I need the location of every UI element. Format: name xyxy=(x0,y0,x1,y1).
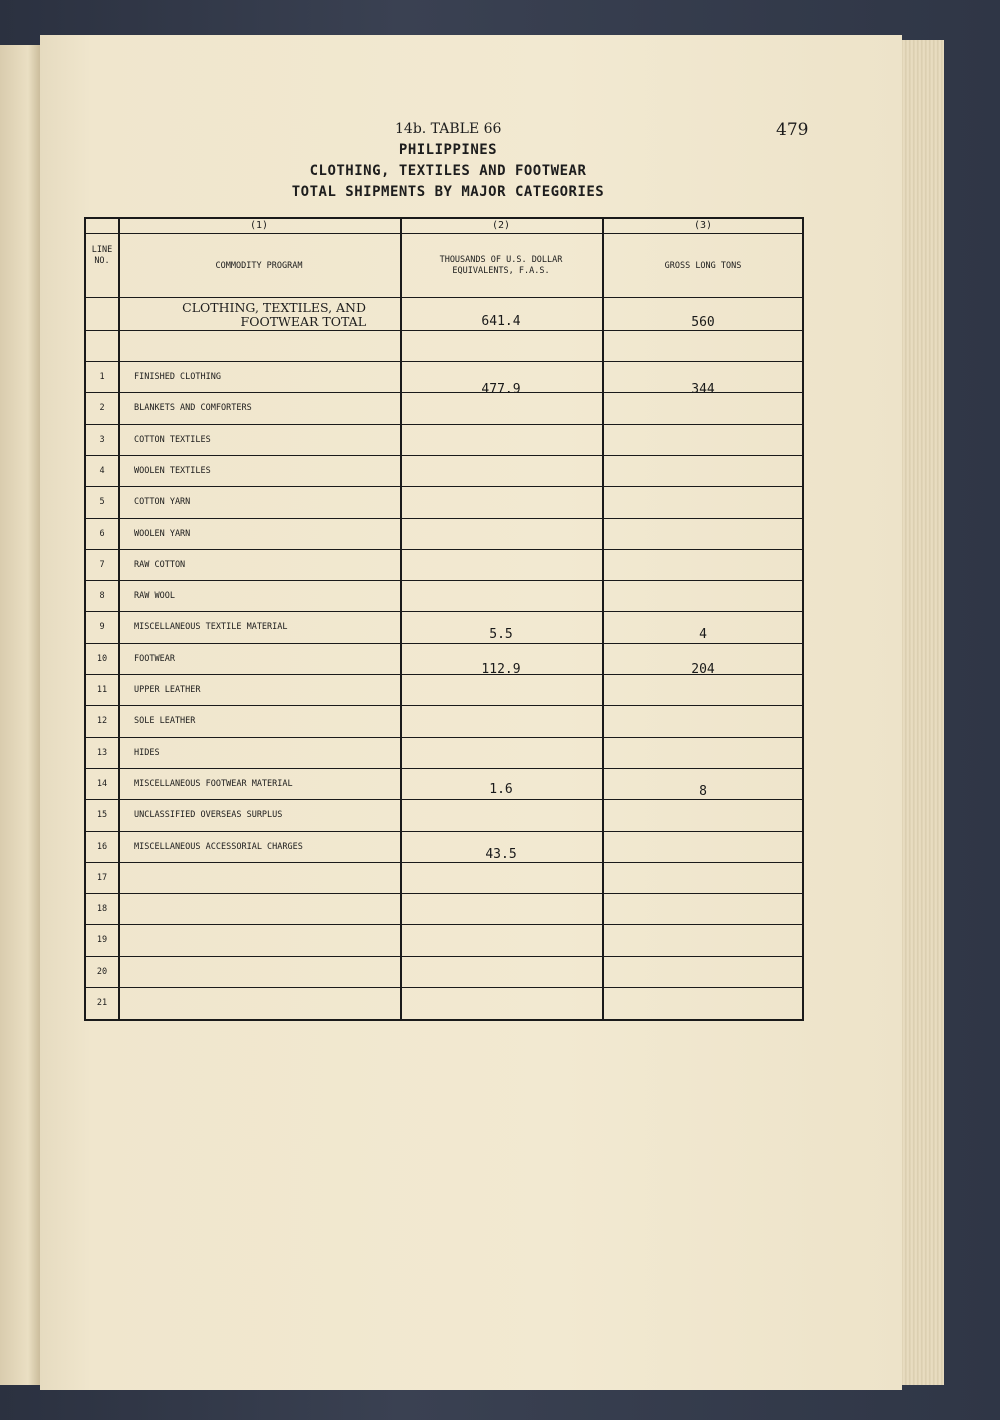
left-page-edge xyxy=(0,45,40,1385)
value-finished-clothing-dollars: 477.9 xyxy=(481,382,521,397)
divider xyxy=(118,219,120,1019)
divider xyxy=(86,361,802,362)
line-number: 20 xyxy=(96,966,108,977)
divider xyxy=(86,799,802,800)
total-label: CLOTHING, TEXTILES, AND FOOTWEAR TOTAL xyxy=(182,300,366,329)
divider xyxy=(86,297,802,298)
title-subtitle: TOTAL SHIPMENTS BY MAJOR CATEGORIES xyxy=(291,184,605,200)
header-tons: GROSS LONG TONS xyxy=(664,261,742,271)
commodity-label: WOOLEN YARN xyxy=(134,528,191,539)
divider xyxy=(86,987,802,988)
line-number: 8 xyxy=(99,591,105,602)
shipments-table xyxy=(84,217,804,1021)
page-stack-edges xyxy=(902,40,944,1385)
total-tons: 560 xyxy=(691,315,715,330)
divider xyxy=(86,549,802,550)
divider xyxy=(86,486,802,487)
line-number: 6 xyxy=(99,528,105,539)
divider xyxy=(86,893,802,894)
line-number: 11 xyxy=(96,685,108,695)
divider xyxy=(86,424,802,425)
table-number: 14b. TABLE 66 xyxy=(395,121,502,137)
page-number: 479 xyxy=(776,120,809,140)
header-commodity: COMMODITY PROGRAM xyxy=(215,261,303,271)
divider xyxy=(86,643,802,644)
divider xyxy=(86,924,802,925)
line-number: 13 xyxy=(96,747,108,758)
divider xyxy=(86,233,802,234)
commodity-label: COTTON YARN xyxy=(134,497,191,508)
title-country: PHILIPPINES xyxy=(398,142,498,158)
divider xyxy=(400,219,402,1019)
commodity-label: HIDES xyxy=(134,747,160,758)
line-number: 19 xyxy=(96,935,108,946)
commodity-label: BLANKETS AND COMFORTERS xyxy=(134,403,252,414)
line-number: 18 xyxy=(96,904,108,915)
header-line-no: LINE NO. xyxy=(91,245,113,266)
commodity-label: WOOLEN TEXTILES xyxy=(134,465,211,476)
line-number: 10 xyxy=(96,653,108,664)
value-footwear-dollars: 112.9 xyxy=(481,662,521,677)
line-number: 9 xyxy=(99,622,105,633)
commodity-label: MISCELLANEOUS FOOTWEAR MATERIAL xyxy=(134,778,293,789)
line-number: 3 xyxy=(99,434,105,445)
commodity-label: FOOTWEAR xyxy=(134,653,175,664)
divider xyxy=(86,705,802,706)
value-finished-clothing-tons: 344 xyxy=(691,382,715,397)
value-misc-textile-tons: 4 xyxy=(699,627,707,642)
commodity-label: RAW WOOL xyxy=(134,591,175,602)
column-number: (2) xyxy=(491,220,511,231)
line-number: 17 xyxy=(96,872,108,883)
line-number: 14 xyxy=(96,778,108,789)
line-number: 1 xyxy=(99,372,105,382)
line-number: 21 xyxy=(96,998,108,1008)
line-number: 12 xyxy=(96,716,108,727)
divider xyxy=(86,518,802,519)
divider xyxy=(602,219,604,1019)
commodity-label: COTTON TEXTILES xyxy=(134,434,211,445)
commodity-label: RAW COTTON xyxy=(134,559,186,570)
title-category: CLOTHING, TEXTILES AND FOOTWEAR xyxy=(309,163,587,179)
value-misc-accessorial-dollars: 43.5 xyxy=(485,847,517,862)
commodity-label: SOLE LEATHER xyxy=(134,716,196,727)
commodity-label: MISCELLANEOUS TEXTILE MATERIAL xyxy=(134,622,288,633)
column-number: (3) xyxy=(693,220,713,231)
line-number: 4 xyxy=(99,465,105,476)
header-dollars: THOUSANDS OF U.S. DOLLAR EQUIVALENTS, F.A.S. xyxy=(439,255,563,276)
total-dollars: 641.4 xyxy=(481,314,521,329)
value-misc-textile-dollars: 5.5 xyxy=(489,627,513,642)
line-number: 7 xyxy=(99,559,105,570)
line-number: 16 xyxy=(96,841,108,852)
divider xyxy=(86,330,802,331)
value-misc-footwear-dollars: 1.6 xyxy=(489,782,513,797)
line-number: 2 xyxy=(99,403,105,414)
divider xyxy=(86,768,802,769)
divider xyxy=(86,611,802,612)
line-number: 5 xyxy=(99,497,105,508)
commodity-label: UPPER LEATHER xyxy=(134,685,201,695)
divider xyxy=(86,831,802,832)
commodity-label: FINISHED CLOTHING xyxy=(134,372,221,382)
commodity-label: MISCELLANEOUS ACCESSORIAL CHARGES xyxy=(134,841,303,852)
divider xyxy=(86,956,802,957)
value-footwear-tons: 204 xyxy=(691,662,715,677)
divider xyxy=(86,455,802,456)
commodity-label: UNCLASSIFIED OVERSEAS SURPLUS xyxy=(134,810,283,821)
value-misc-footwear-tons: 8 xyxy=(699,784,707,799)
line-number: 15 xyxy=(96,810,108,821)
divider xyxy=(86,580,802,581)
column-number: (1) xyxy=(249,220,269,231)
divider xyxy=(86,737,802,738)
